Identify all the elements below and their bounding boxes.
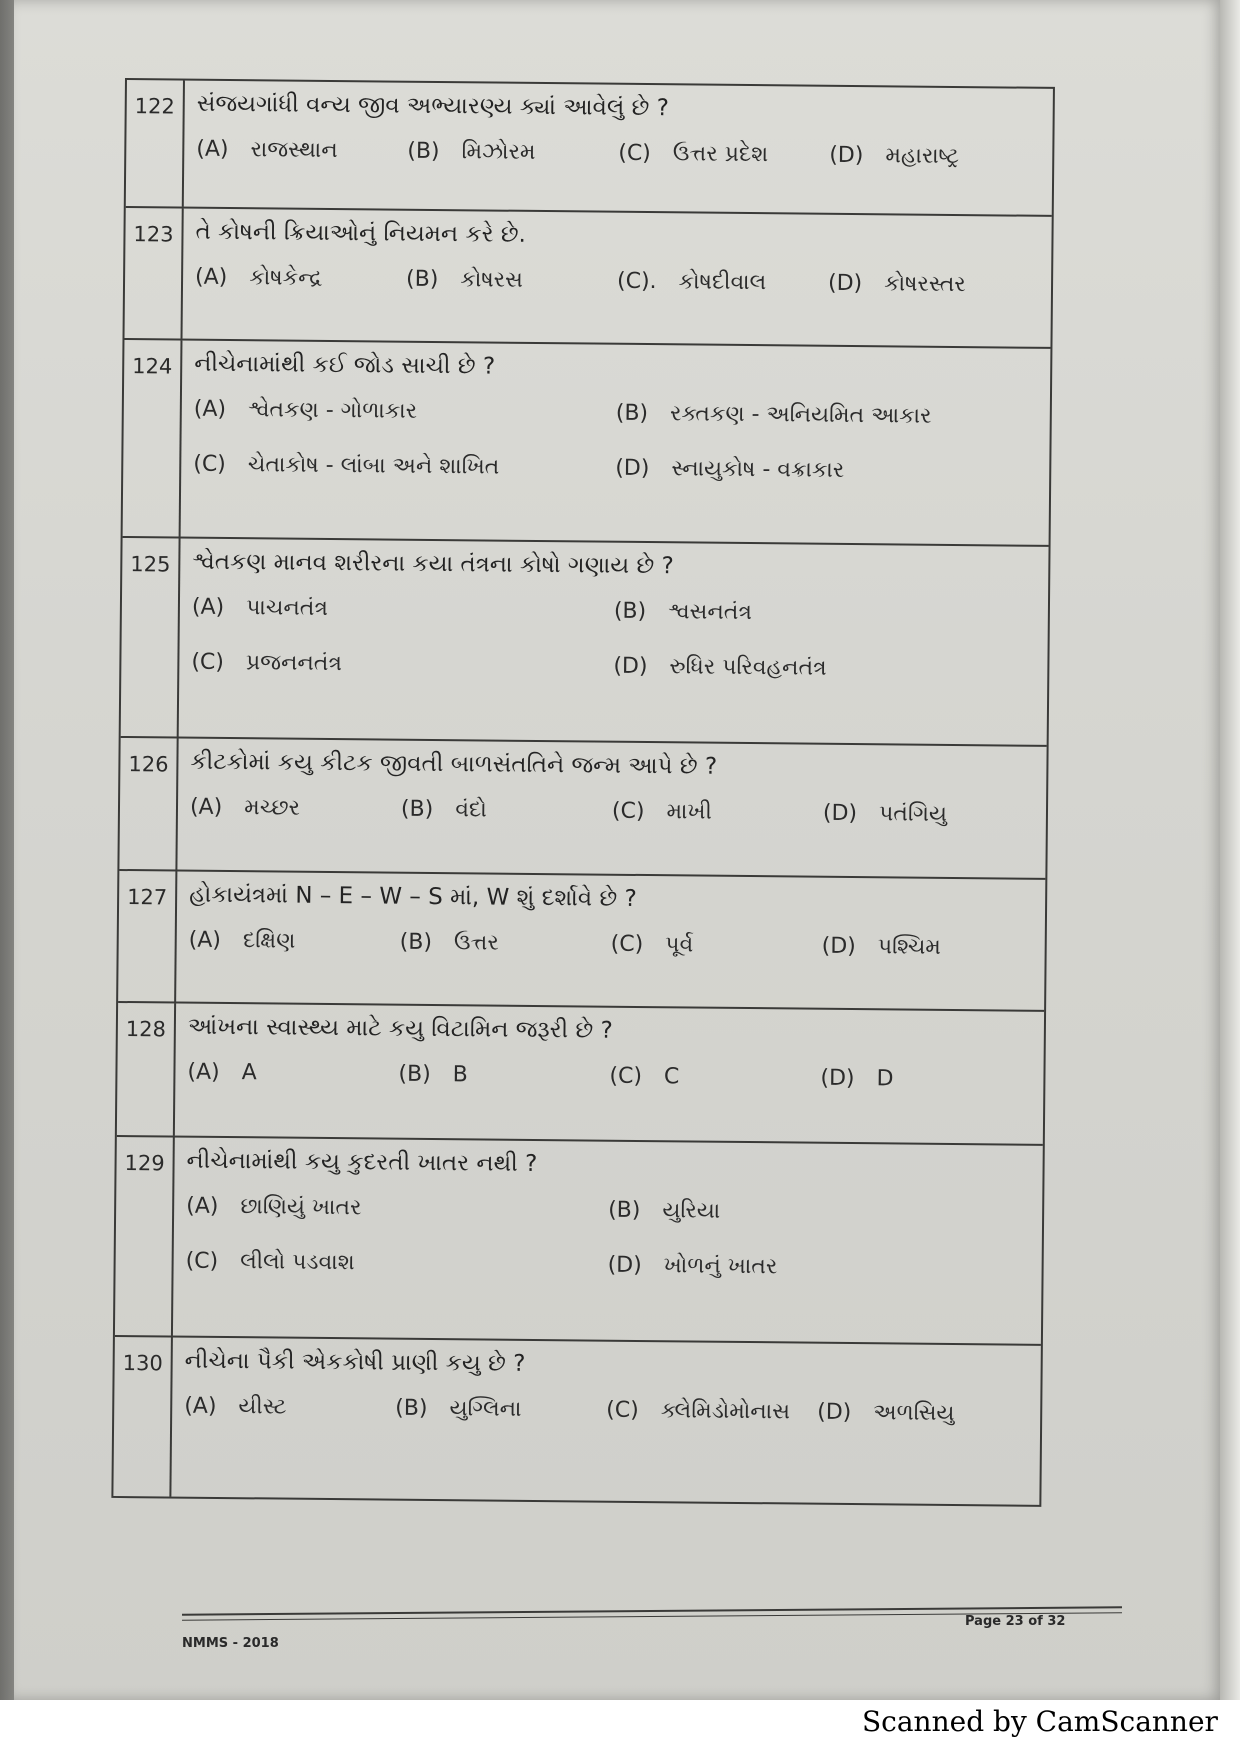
option-text: યીસ્ટ xyxy=(238,1394,287,1420)
option-text: પશ્ચિમ xyxy=(877,934,942,960)
option-text: પતંગિયુ xyxy=(878,801,948,827)
options xyxy=(195,265,1039,298)
option-label: (B) xyxy=(399,929,433,955)
option-label: (B) xyxy=(405,266,439,293)
option-label: (D) xyxy=(822,800,858,827)
scanner-watermark: Scanned by CamScanner xyxy=(862,1705,1218,1738)
option-label: (A) xyxy=(187,1059,220,1085)
option-label: (D) xyxy=(615,455,650,482)
option xyxy=(822,934,1033,961)
option-label: (A) xyxy=(188,927,222,953)
question-number: 128 xyxy=(117,1003,176,1136)
question-row xyxy=(119,738,1046,880)
option-text: મચ્છર xyxy=(244,795,301,821)
option-text: A xyxy=(241,1060,257,1086)
question-number: 126 xyxy=(119,738,178,870)
option-text: C xyxy=(663,1064,680,1090)
options xyxy=(189,928,1033,961)
option-label: (C). xyxy=(616,268,657,295)
option-label: (C) xyxy=(611,798,645,825)
option-text: રક્તકણ - અનિયમિત આકાર xyxy=(669,401,932,429)
option-label: (B) xyxy=(407,138,440,165)
option-label: (C) xyxy=(193,451,226,477)
question-number: 130 xyxy=(113,1337,173,1497)
question-row xyxy=(113,1337,1040,1505)
option-text: શ્વેતકણ - ગોળાકાર xyxy=(247,397,418,424)
option xyxy=(613,654,1035,683)
option-text: યુગ્લિના xyxy=(449,1396,522,1422)
option-label: (A) xyxy=(191,594,225,620)
option-label: (D) xyxy=(821,933,856,960)
question-body xyxy=(181,341,1051,545)
option xyxy=(184,1394,395,1421)
question-number: 127 xyxy=(118,871,177,1002)
question-body xyxy=(177,739,1046,878)
question-number: 129 xyxy=(115,1137,175,1336)
option-label: (A) xyxy=(196,136,229,162)
option-text: કોષરસ્તર xyxy=(884,271,966,298)
question-row xyxy=(115,1137,1043,1346)
question-row xyxy=(117,1003,1044,1146)
question-body xyxy=(183,209,1052,347)
option-label: (C) xyxy=(185,1248,219,1274)
option xyxy=(608,1198,1030,1227)
options xyxy=(185,1194,1030,1312)
question-row xyxy=(123,340,1051,547)
question-row xyxy=(124,208,1051,349)
options xyxy=(193,397,1038,515)
option xyxy=(400,930,611,957)
question-body xyxy=(175,1004,1044,1144)
option-label: (D) xyxy=(820,1065,855,1092)
question-number: 124 xyxy=(123,340,183,537)
question-text: સંજયગાંધી વન્ય જીવ અભ્યારણ્ય ક્યાં આવેલું છે ? xyxy=(196,90,670,122)
option-text: છાણિયું ખાતર xyxy=(240,1194,362,1221)
option xyxy=(189,928,400,955)
question-text: નીચેનામાંથી કયુ કુદરતી ખાતર નથી ? xyxy=(186,1147,538,1178)
option xyxy=(817,1400,1028,1427)
option-label: (C) xyxy=(606,1397,639,1423)
option-text: વંદો xyxy=(455,797,487,823)
option xyxy=(608,1253,1030,1282)
question-table xyxy=(111,78,1055,1507)
option xyxy=(196,137,407,164)
option xyxy=(186,1249,608,1278)
option xyxy=(193,452,615,481)
question-text: હોકાયંત્રમાં N – E – W – S માં, W શું દર્શાવે છે ? xyxy=(189,881,637,912)
option-label: (C) xyxy=(609,1063,643,1090)
option-label: (A) xyxy=(193,396,227,422)
option xyxy=(820,1066,1031,1093)
option-text: ઉત્તર xyxy=(453,930,499,956)
option-label: (A) xyxy=(184,1393,217,1419)
option xyxy=(616,401,1038,430)
options xyxy=(187,1060,1031,1093)
option xyxy=(615,456,1037,485)
question-text: શ્વેતકણ માનવ શરીરના કયા તંત્રના કોષો ગણાય છે ? xyxy=(192,548,674,580)
options xyxy=(190,795,1034,828)
question-row xyxy=(121,538,1049,747)
option-text: ઉત્તર પ્રદેશ xyxy=(672,141,769,168)
option xyxy=(828,271,1039,298)
question-text: આંખના સ્વાસ્થ્ય માટે કયુ વિટામિન જરૂરી છે ? xyxy=(187,1013,613,1044)
option-label: (D) xyxy=(607,1252,642,1279)
option xyxy=(611,932,822,959)
option-label: (C) xyxy=(618,140,651,167)
option-text: શ્વસનતંત્ર xyxy=(668,599,753,626)
option-label: (B) xyxy=(400,796,434,822)
option-label: (C) xyxy=(610,931,644,958)
question-body xyxy=(184,81,1053,215)
paper-edge xyxy=(1220,0,1240,1700)
question-text: નીચેના પૈકી એકકોષી પ્રાણી કયુ છે ? xyxy=(184,1347,526,1377)
option-text: ક્લેમિડોમોનાસ xyxy=(660,1398,791,1425)
question-row xyxy=(118,871,1045,1012)
question-text: તે કોષની ક્રિયાઓનું નિયમન કરે છે. xyxy=(195,218,527,248)
option-label: (C) xyxy=(191,649,225,675)
option-label: (A) xyxy=(186,1193,219,1219)
question-number: 123 xyxy=(125,208,184,339)
option-text: ચેતાકોષ - લાંબા અને શાખિત xyxy=(247,452,500,480)
option-text: ખોળનું ખાતર xyxy=(663,1253,778,1280)
option xyxy=(829,143,1040,170)
option-text: માખી xyxy=(666,799,712,825)
option-label: (B) xyxy=(608,1197,641,1223)
option-text: દક્ષિણ xyxy=(242,928,296,954)
option-label: (B) xyxy=(398,1061,431,1087)
option xyxy=(195,265,406,292)
option xyxy=(406,267,617,294)
option-label: (B) xyxy=(395,1395,428,1421)
option-text: પાચનતંત્ર xyxy=(246,595,329,621)
option-label: (A) xyxy=(194,264,228,290)
option-text: સ્નાયુકોષ - વક્રાકાર xyxy=(671,456,845,483)
option-label: (A) xyxy=(189,794,223,820)
option-label: (B) xyxy=(613,598,647,625)
option-text: મિઝોરમ xyxy=(461,139,536,165)
question-number: 122 xyxy=(126,80,185,207)
option-text: યુરિયા xyxy=(662,1198,721,1224)
option xyxy=(191,650,613,679)
question-text: કીટકોમાં કયુ કીટક જીવતી બાળસંતતિને જન્મ આપે છે ? xyxy=(190,748,718,780)
question-row xyxy=(126,80,1053,217)
option-label: (D) xyxy=(613,653,648,680)
option xyxy=(186,1194,608,1223)
question-body xyxy=(179,539,1049,745)
option-label: (D) xyxy=(827,270,863,297)
option xyxy=(823,801,1034,828)
option xyxy=(192,595,614,624)
option-label: (B) xyxy=(615,400,649,427)
option-text: કોષરસ xyxy=(460,267,523,293)
question-number: 125 xyxy=(121,538,181,737)
option-text: પ્રજનનતંત્ર xyxy=(245,650,343,677)
option-text: રાજસ્થાન xyxy=(250,137,338,164)
options xyxy=(191,595,1036,713)
options xyxy=(196,137,1040,170)
footer-exam-name: NMMS - 2018 xyxy=(182,1636,279,1651)
question-body xyxy=(171,1338,1040,1505)
footer-page-number: Page 23 of 32 xyxy=(965,1614,1066,1629)
option-label: (D) xyxy=(817,1399,852,1426)
option-text: રુધિર પરિવહનતંત્ર xyxy=(669,654,827,681)
option-text: મહારાષ્ટ્ર xyxy=(885,143,960,170)
option xyxy=(401,797,612,824)
option xyxy=(187,1060,398,1087)
option xyxy=(606,1398,817,1425)
question-body xyxy=(176,872,1045,1010)
option xyxy=(407,139,618,166)
option-text: લીલો પડવાશ xyxy=(240,1249,355,1276)
option-text: D xyxy=(876,1066,894,1092)
option-text: પૂર્વ xyxy=(665,932,694,958)
option-label: (D) xyxy=(829,142,864,169)
option xyxy=(190,795,401,822)
option-text: કોષદીવાલ xyxy=(678,269,767,296)
question-text: નીચેનામાંથી કઈ જોડ સાચી છે ? xyxy=(194,350,496,380)
option xyxy=(614,599,1036,628)
option xyxy=(194,397,616,426)
option xyxy=(398,1062,609,1089)
question-body xyxy=(173,1138,1043,1344)
option xyxy=(617,269,828,296)
option-text: અળસિયુ xyxy=(873,1400,955,1427)
option xyxy=(609,1064,820,1091)
options xyxy=(184,1394,1028,1427)
option-text: B xyxy=(452,1062,468,1088)
option xyxy=(612,799,823,826)
option xyxy=(618,141,829,168)
option-text: કોષકેન્દ્ર xyxy=(249,265,323,291)
option xyxy=(395,1396,606,1423)
